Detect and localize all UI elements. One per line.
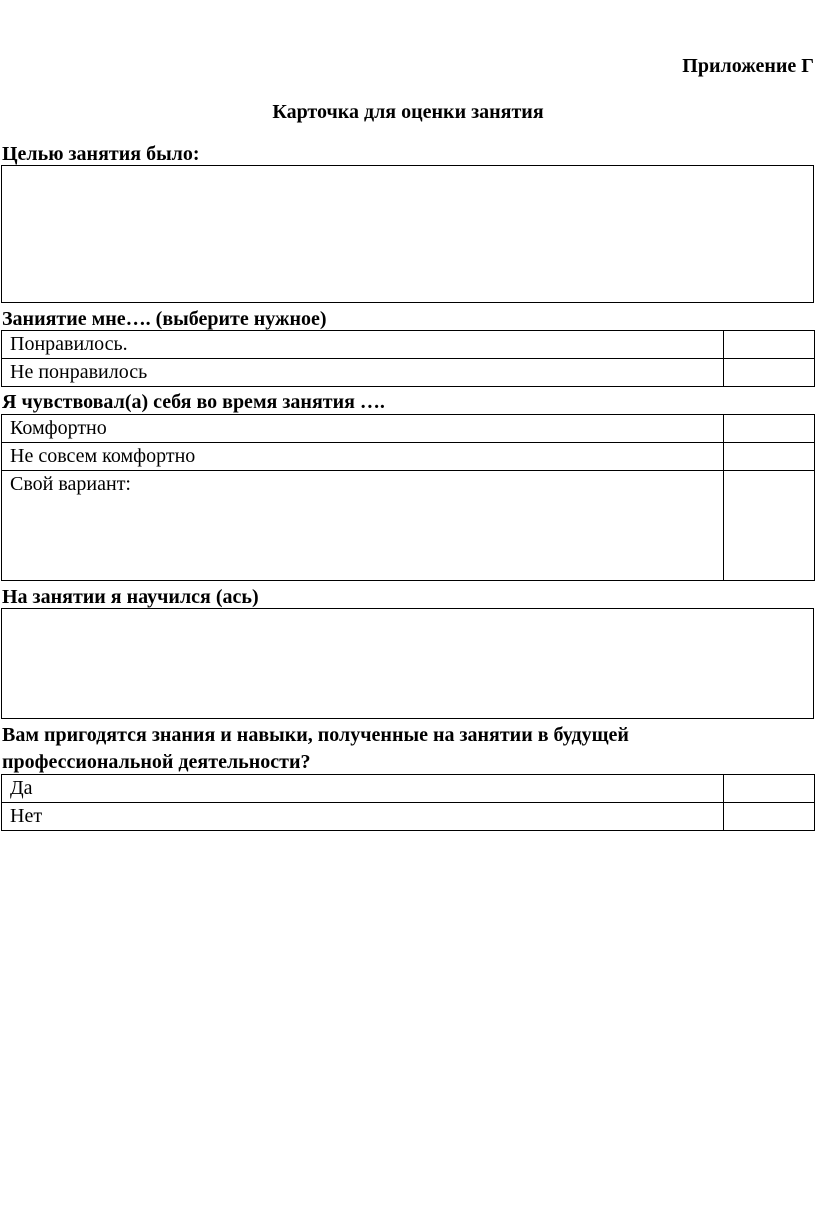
liked-heading: Заниятие мне…. (выберите нужное) bbox=[2, 308, 327, 330]
option-not-liked-label: Не понравилось bbox=[2, 359, 724, 387]
felt-options-table bbox=[1, 414, 815, 581]
option-not-quite-comfortable-label: Не совсем комфортно bbox=[2, 443, 724, 471]
card-title: Карточка для оценки занятия bbox=[272, 101, 544, 123]
option-comfortable-label: Комфортно bbox=[2, 415, 724, 443]
table-row bbox=[2, 803, 815, 831]
liked-options-table bbox=[1, 330, 815, 387]
felt-heading: Я чувствовал(а) себя во время занятия …. bbox=[2, 391, 385, 413]
table-row bbox=[2, 443, 815, 471]
option-not-quite-comfortable-checkbox[interactable] bbox=[724, 443, 815, 471]
table-row bbox=[2, 331, 815, 359]
appendix-label: Приложение Г bbox=[682, 55, 814, 77]
goal-answer-box[interactable] bbox=[1, 165, 814, 303]
option-yes-checkbox[interactable] bbox=[724, 775, 815, 803]
useful-heading-line2: профессиональной деятельности? bbox=[2, 751, 311, 773]
learned-heading: На занятии я научился (ась) bbox=[2, 586, 259, 608]
option-own-variant-checkbox[interactable] bbox=[724, 471, 815, 581]
table-row bbox=[2, 471, 815, 581]
option-liked-checkbox[interactable] bbox=[724, 331, 815, 359]
option-not-liked-checkbox[interactable] bbox=[724, 359, 815, 387]
option-no-checkbox[interactable] bbox=[724, 803, 815, 831]
useful-heading-line1: Вам пригодятся знания и навыки, полученные на занятии в будущей bbox=[2, 724, 629, 746]
learned-answer-box[interactable] bbox=[1, 608, 814, 719]
goal-heading: Целью занятия было: bbox=[2, 143, 200, 165]
option-liked-label: Понравилось. bbox=[2, 331, 724, 359]
option-yes-label: Да bbox=[2, 775, 724, 803]
useful-options-table bbox=[1, 774, 815, 831]
option-own-variant-label[interactable]: Свой вариант: bbox=[2, 471, 724, 581]
option-no-label: Нет bbox=[2, 803, 724, 831]
option-comfortable-checkbox[interactable] bbox=[724, 415, 815, 443]
table-row bbox=[2, 775, 815, 803]
table-row bbox=[2, 415, 815, 443]
table-row bbox=[2, 359, 815, 387]
